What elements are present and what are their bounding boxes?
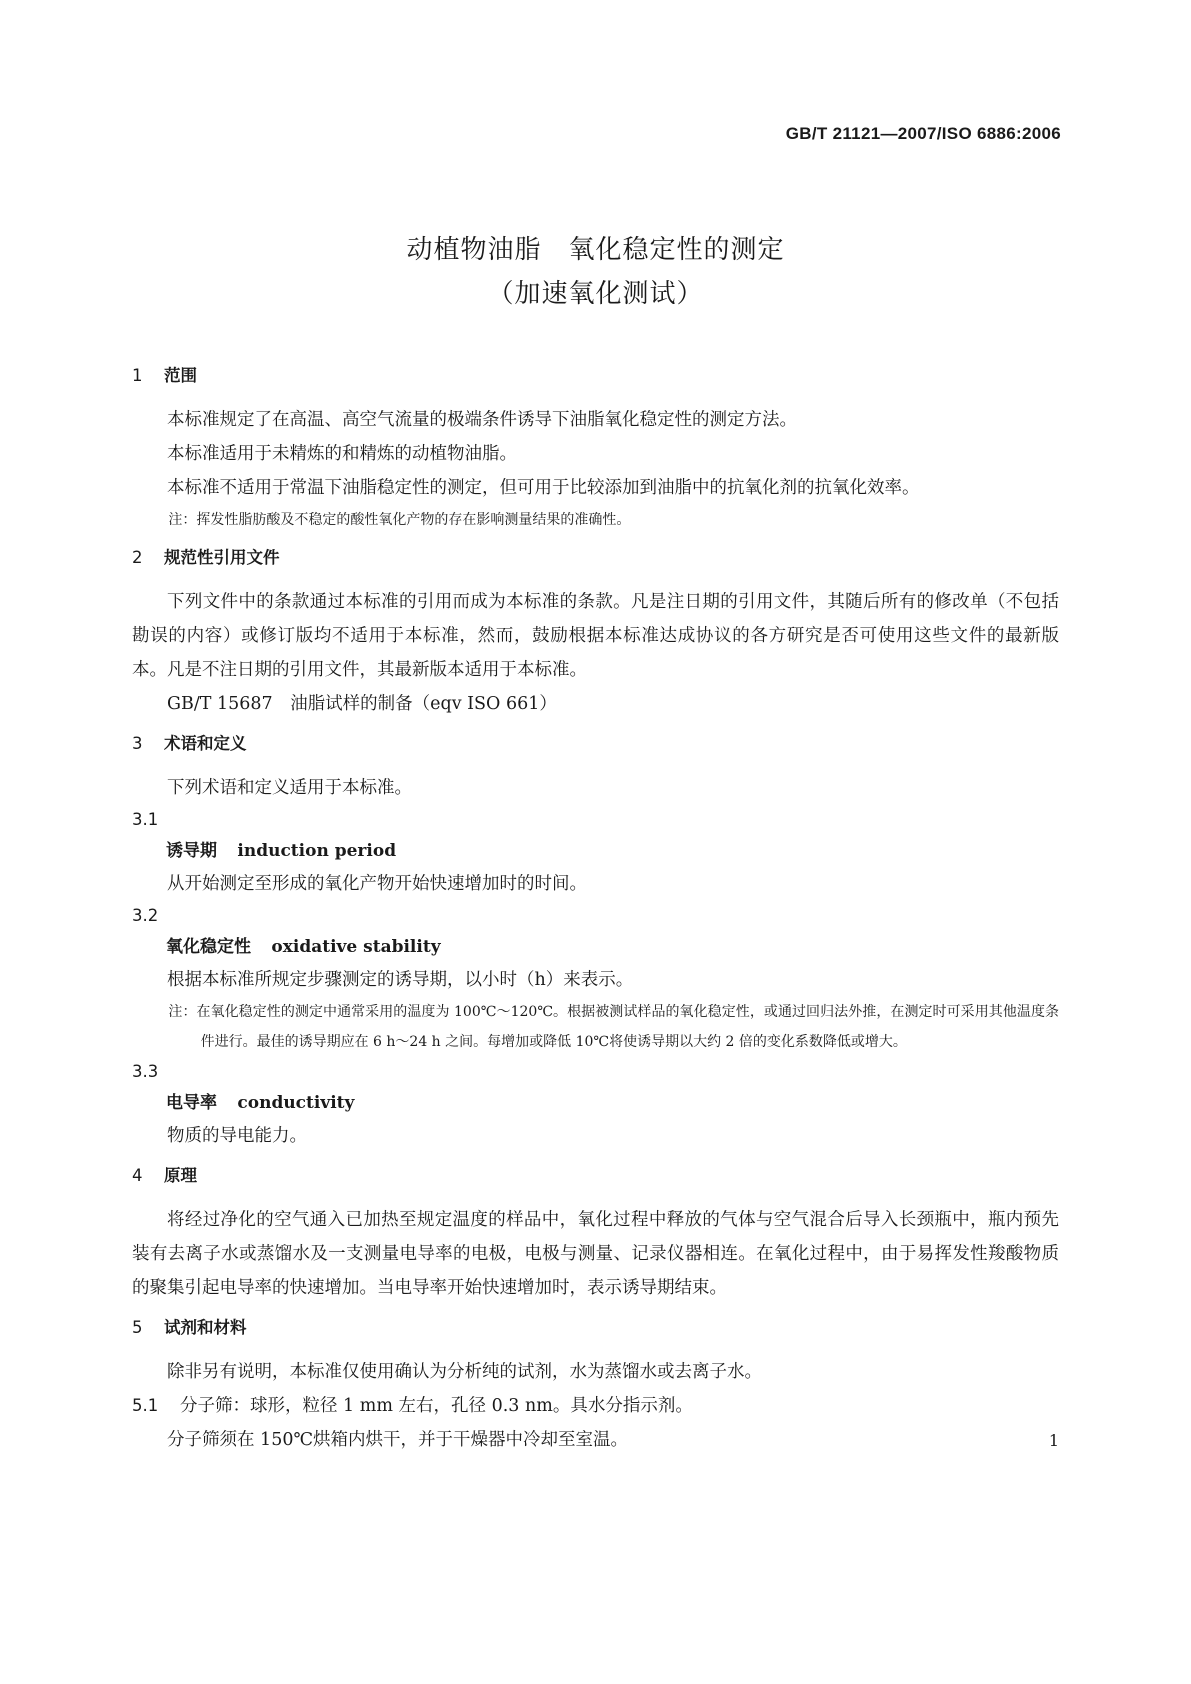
term-definition: 从开始测定至形成的氧化产物开始快速增加时的时间。 (167, 874, 587, 894)
section-title: 范围 (164, 366, 197, 385)
clause-number: 5.1 (132, 1396, 159, 1415)
term-definition: 根据本标准所规定步骤测定的诱导期，以小时（h）来表示。 (167, 970, 634, 990)
term-definition: 物质的导电能力。 (167, 1126, 307, 1146)
clause-text: 分子筛：球形，粒径 1 mm 左右，孔径 0.3 nm。具水分指示剂。 (180, 1396, 693, 1416)
term-zh: 诱导期 (166, 841, 217, 861)
section-number: 2 (132, 548, 143, 567)
normative-reference: GB/T 15687 油脂试样的制备（eqv ISO 661） (167, 694, 557, 714)
term-entry (132, 835, 1059, 867)
paragraph: 本标准适用于未精炼的和精炼的动植物油脂。 (167, 444, 517, 464)
section-number: 3 (132, 734, 143, 753)
paragraph: 分子筛须在 150℃烘箱内烘干，并于干燥器中冷却至室温。 (167, 1430, 629, 1450)
paragraph: 本标准规定了在高温、高空气流量的极端条件诱导下油脂氧化稳定性的测定方法。 (167, 410, 797, 430)
page-number: 1 (1048, 1431, 1059, 1450)
clause-number: 3.1 (132, 810, 159, 829)
paragraph: 下列文件中的条款通过本标准的引用而成为本标准的条款。凡是注日期的引用文件，其随后所有的修改单（不包括勘误的内容）或修订版均不适用于本标准，然而，鼓励根据本标准达成协议的各方研究是否可使用这些文件的最新版本。凡是不注日期的引用文件，其最新版本适用于本标准。 (132, 592, 1059, 680)
section-number: 5 (132, 1318, 143, 1337)
section-5-heading (132, 1317, 1059, 1339)
term-en: conductivity (237, 1093, 355, 1113)
term-en: induction period (237, 841, 397, 861)
clause-number: 3.3 (132, 1062, 159, 1081)
clause-5-1 (132, 1389, 1059, 1423)
paragraph: 本标准不适用于常温下油脂稳定性的测定，但可用于比较添加到油脂中的抗氧化剂的抗氧化效率。 (167, 478, 920, 498)
term-entry (132, 931, 1059, 963)
section-title: 原理 (164, 1166, 197, 1185)
term-zh: 氧化稳定性 (166, 937, 251, 957)
term-en: oxidative stability (271, 937, 441, 957)
section-1-heading (132, 365, 1059, 387)
section-number: 4 (132, 1166, 143, 1185)
section-title: 试剂和材料 (164, 1318, 247, 1337)
term-entry (132, 1087, 1059, 1119)
section-number: 1 (132, 366, 143, 385)
clause-number: 3.2 (132, 906, 159, 925)
note: 注：在氧化稳定性的测定中通常采用的温度为 100℃～120℃。根据被测试样品的氧化稳定性，或通过回归法外推，在测定时可采用其他温度条件进行。最佳的诱导期应在 6 h～24 h 之间。每增加或降低 10℃将使诱导期以大约 2 倍的变化系数降低或增大。 (168, 1004, 1059, 1050)
section-title: 术语和定义 (164, 734, 247, 753)
document-body (132, 365, 1059, 1457)
title-line-2: （加速氧化测试） (487, 279, 704, 309)
standard-code-header: GB/T 21121—2007/ISO 6886:2006 (785, 124, 1061, 143)
section-2-heading (132, 547, 1059, 569)
paragraph: 除非另有说明，本标准仅使用确认为分析纯的试剂，水为蒸馏水或去离子水。 (167, 1362, 762, 1382)
section-3-heading (132, 733, 1059, 755)
paragraph: 将经过净化的空气通入已加热至规定温度的样品中，氧化过程中释放的气体与空气混合后导入长颈瓶中，瓶内预先装有去离子水或蒸馏水及一支测量电导率的电极，电极与测量、记录仪器相连。在氧化过程中，由于易挥发性羧酸物质的聚集引起电导率的快速增加。当电导率开始快速增加时，表示诱导期结束。 (132, 1210, 1059, 1298)
term-zh: 电导率 (166, 1093, 217, 1113)
document-title (0, 228, 1191, 316)
section-4-heading (132, 1165, 1059, 1187)
paragraph: 下列术语和定义适用于本标准。 (167, 778, 412, 798)
title-line-1: 动植物油脂 氧化稳定性的测定 (406, 235, 785, 265)
note: 注：挥发性脂肪酸及不稳定的酸性氧化产物的存在影响测量结果的准确性。 (168, 512, 631, 528)
section-title: 规范性引用文件 (164, 548, 280, 567)
